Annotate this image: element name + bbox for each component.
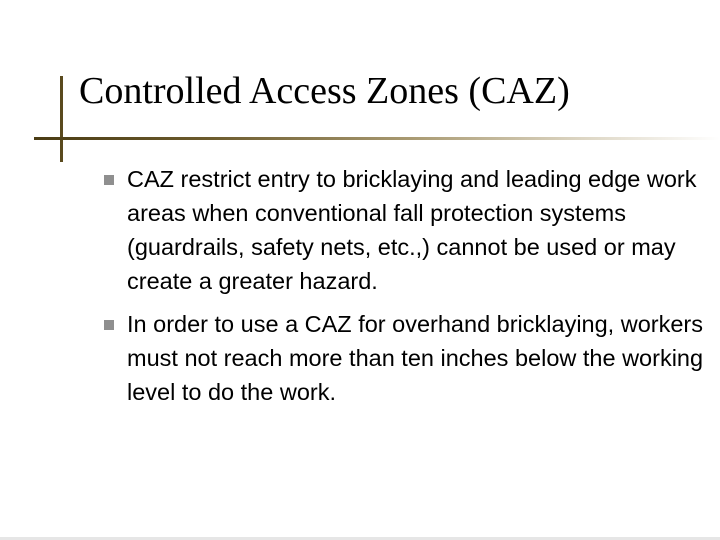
square-bullet-icon [104,320,114,330]
decorative-horizontal-line [34,137,720,140]
square-bullet-icon [104,175,114,185]
bullet-list [104,162,704,418]
bullet-text: CAZ restrict entry to bricklaying and leading edge work areas when conventional fall protection systems (guardrails, safety nets, etc.,) cannot be used or may create a greater hazard. [127,166,697,294]
bullet-item [104,307,704,409]
decorative-vertical-line [60,76,63,162]
bullet-item [104,162,704,298]
slide-title: Controlled Access Zones (CAZ) [79,70,570,112]
bullet-text: In order to use a CAZ for overhand bricklaying, workers must not reach more than ten inches below the working level to do the work. [127,311,704,405]
